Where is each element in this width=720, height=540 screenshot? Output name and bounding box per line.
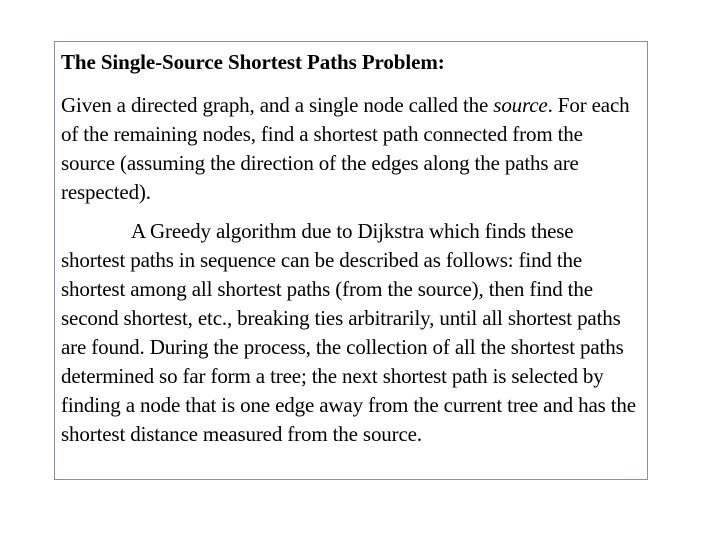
algorithm-description: A Greedy algorithm due to Dijkstra which finds these shortest paths in sequence can be described as follows: find the shortest among all shortest paths (from the source), then find the second shortest, etc., breaking ties arbitrarily, until all shortest paths are found. During the process, the collection of all the shortest paths determined so far form a tree; the next shortest path is selected by finding a node that is one edge away from the current tree and has the shortest distance measured from the source.	[61, 219, 636, 446]
problem-statement	[61, 91, 641, 207]
text-box	[54, 41, 648, 480]
source-term: source	[493, 93, 548, 117]
statement-text-start: Given a directed graph, and a single node called the	[61, 93, 494, 117]
statement-text-end: . For each of the remaining nodes, find a shortest path connected from the source (assuming the direction of the edges along the paths are respected).	[61, 93, 630, 204]
problem-title: The Single-Source Shortest Paths Problem:	[61, 50, 445, 74]
